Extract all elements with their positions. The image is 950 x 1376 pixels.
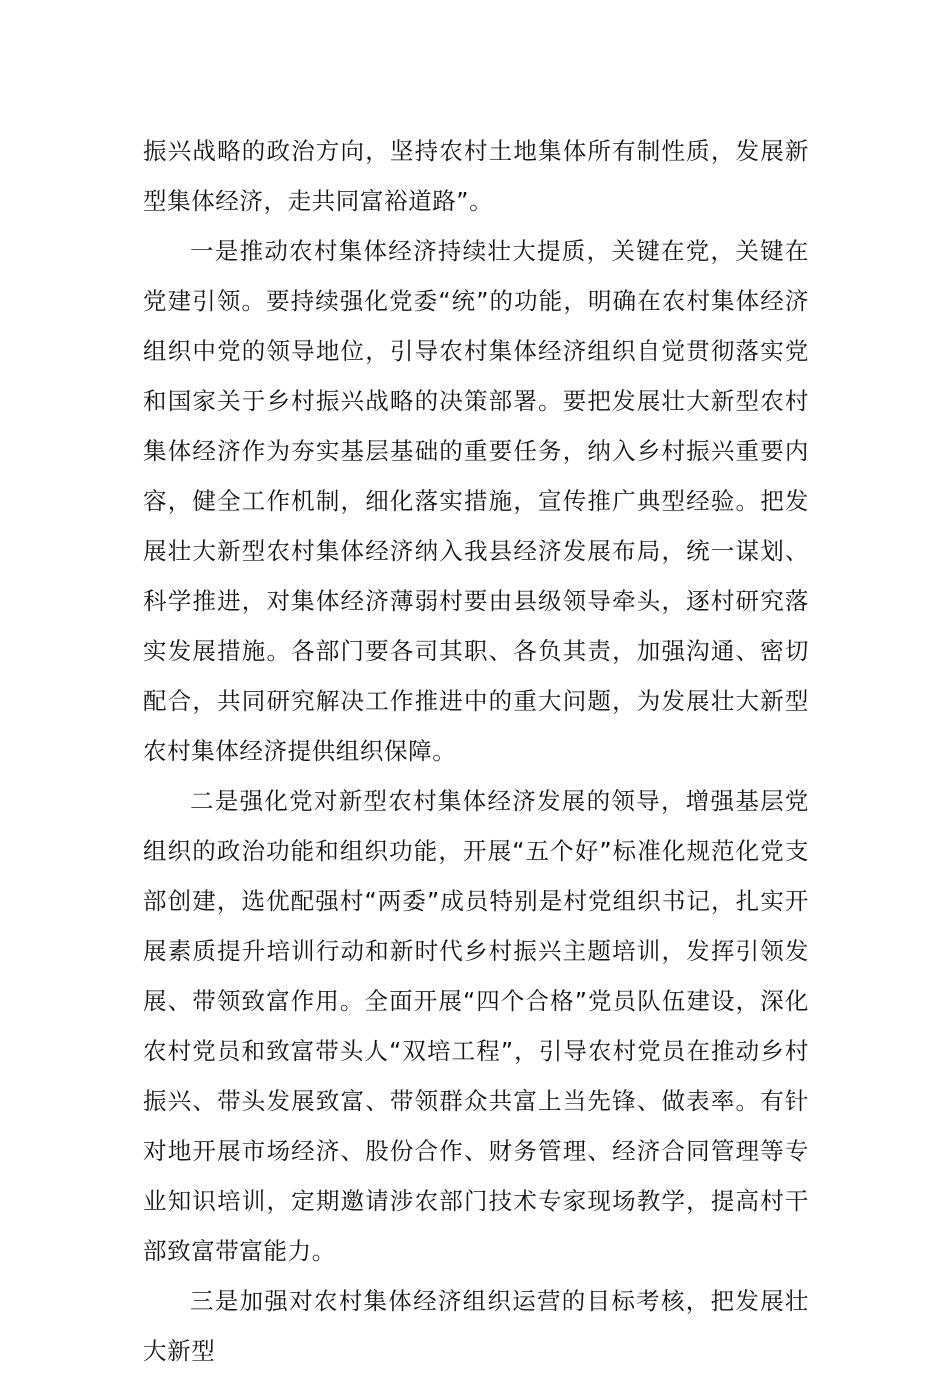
paragraph-point-two: 二是强化党对新型农村集体经济发展的领导，增强基层党组织的政治功能和组织功能，开展“五个好”标准化规范化党支部创建，选优配强村“两委”成员特别是村党组织书记，扎实开展素质提升培训行动和新时代乡村振兴主题培训，发挥引领发展、带领致富作用。全面开展“四个合格”党员队伍建设，深化农村党员和致富带头人“双培工程”，引导农村党员在推动乡村振兴、带头发展致富、带领群众共富上当先锋、做表率。有针对地开展市场经济、股份合作、财务管理、经济合同管理等专业知识培训，定期邀请涉农部门技术专家现场教学，提高村干部致富带富能力。 — [143, 787, 809, 1265]
paragraph-point-three: 三是加强对农村集体经济组织运营的目标考核，把发展壮大新型 — [143, 1287, 809, 1365]
document-body — [143, 126, 809, 1376]
paragraph-continuation: 振兴战略的政治方向，坚持农村土地集体所有制性质，发展新型集体经济，走共同富裕道路”。 — [143, 137, 809, 215]
paragraph-point-one: 一是推动农村集体经济持续壮大提质，关键在党，关键在党建引领。要持续强化党委“统”的功能，明确在农村集体经济组织中党的领导地位，引导农村集体经济组织自觉贯彻落实党和国家关于乡村振兴战略的决策部署。要把发展壮大新型农村集体经济作为夯实基层基础的重要任务，纳入乡村振兴重要内容，健全工作机制，细化落实措施，宣传推广典型经验。把发展壮大新型农村集体经济纳入我县经济发展布局，统一谋划、科学推进，对集体经济薄弱村要由县级领导牵头，逐村研究落实发展措施。各部门要各司其职、各负其责，加强沟通、密切配合，共同研究解决工作推进中的重大问题，为发展壮大新型农村集体经济提供组织保障。 — [143, 237, 809, 765]
